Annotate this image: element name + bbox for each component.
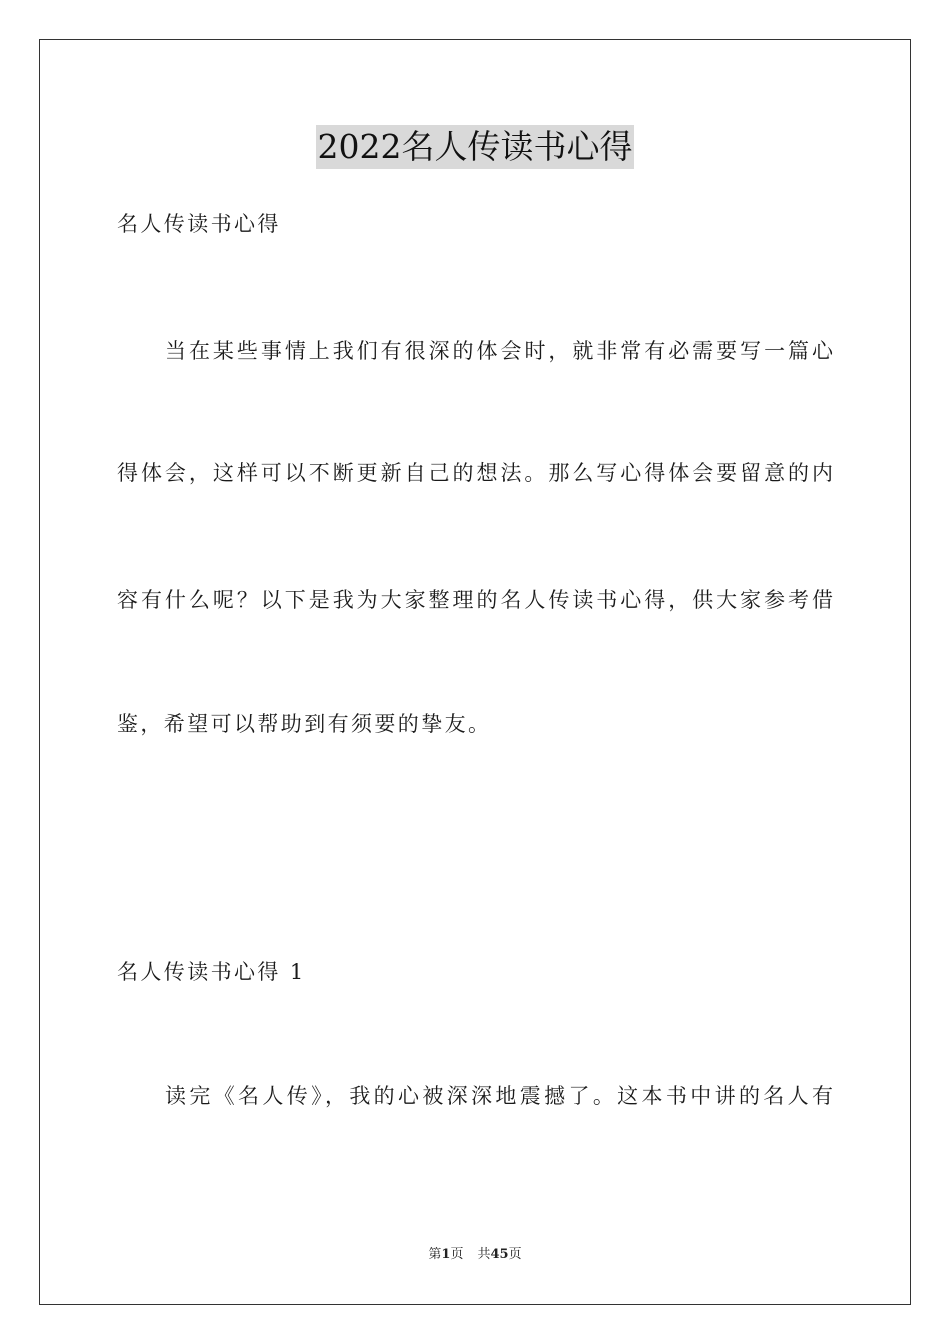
intro-line-4: 鉴，希望可以帮助到有须要的挚友。 (117, 712, 492, 736)
footer-page-number: 1 (441, 1247, 451, 1262)
intro-line-3: 容有什么呢？以下是我为大家整理的名人传读书心得，供大家参考借 (117, 588, 833, 612)
section-line-1: 读完《名人传》，我的心被深深地震撼了。这本书中讲的名人有 (165, 1084, 833, 1108)
intro-line-2: 得体会，这样可以不断更新自己的想法。那么写心得体会要留意的内 (117, 461, 833, 485)
footer-total-pages: 45 (490, 1247, 509, 1262)
document-title: 2022名人传读书心得 (316, 125, 635, 169)
footer-page-prefix: 第 (428, 1247, 442, 1262)
intro-line-1: 当在某些事情上我们有很深的体会时，就非常有必需要写一篇心 (165, 339, 833, 363)
page-footer (0, 1246, 950, 1264)
title-container (0, 125, 950, 169)
footer-total-prefix: 共 (477, 1247, 491, 1262)
document-subtitle: 名人传读书心得 (117, 212, 281, 236)
footer-total-suffix: 页 (508, 1247, 522, 1262)
footer-page-suffix: 页 (450, 1247, 464, 1262)
section-heading: 名人传读书心得 1 (117, 960, 306, 984)
